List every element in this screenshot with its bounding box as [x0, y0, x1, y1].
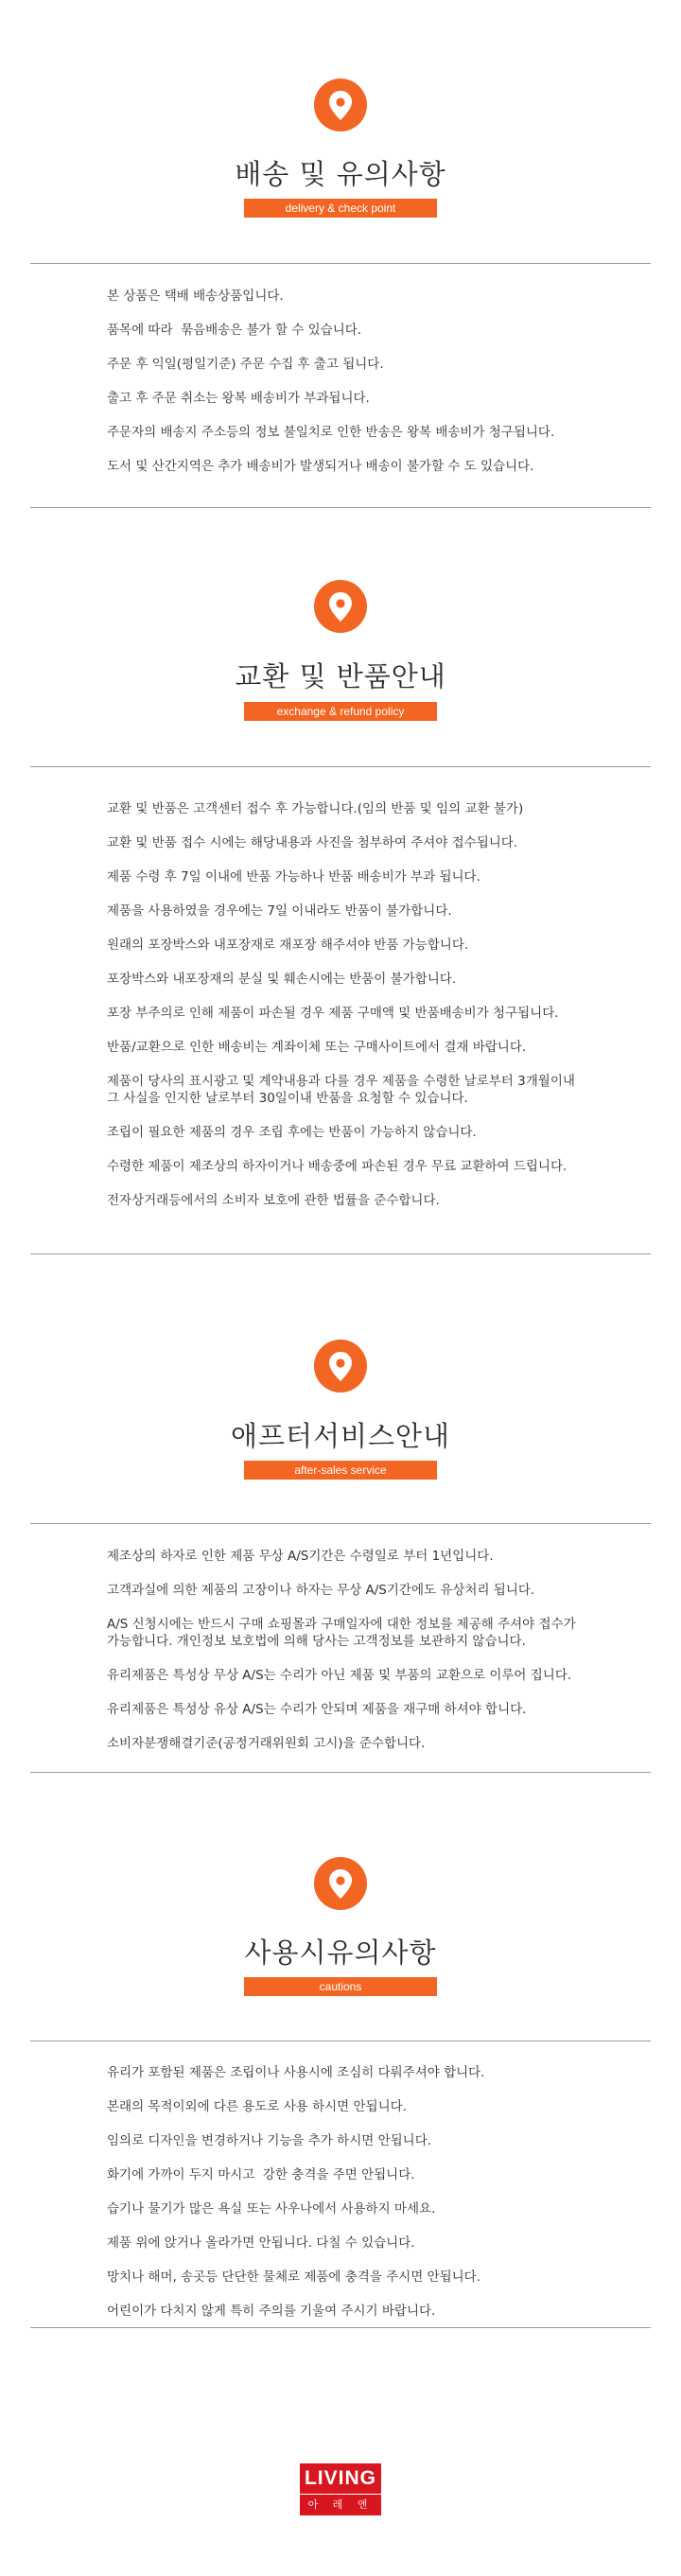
list-item: 포장박스와 내포장재의 분실 및 훼손시에는 반품이 불가합니다.	[107, 972, 457, 987]
list-item: 고객과실에 의한 제품의 고장이나 하자는 무상 A/S기간에도 유상처리 됩니다.	[107, 1583, 535, 1598]
list-item: 수령한 제품이 제조상의 하자이거나 배송중에 파손된 경우 무료 교환하여 드립니다.	[107, 1159, 568, 1174]
map-pin-icon	[314, 79, 367, 131]
section-tag: after-sales service	[244, 1461, 437, 1480]
list-item: 어린이가 다치지 않게 특히 주의를 기울여 주시기 바랍니다.	[107, 2304, 436, 2319]
map-pin-icon	[314, 580, 367, 633]
list-item: 습기나 물기가 많은 욕실 또는 사우나에서 사용하지 마세요.	[107, 2201, 436, 2217]
item-list	[107, 1548, 651, 1752]
brand-logo	[300, 2463, 381, 2532]
section-tag: cautions	[244, 1977, 437, 1996]
map-pin-icon	[314, 1340, 367, 1393]
list-item: 원래의 포장박스와 내포장재로 재포장 해주셔야 반품 가능합니다.	[107, 938, 469, 953]
divider	[30, 1253, 651, 1254]
list-item: 교환 및 반품 접수 시에는 해당내용과 사진을 첨부하여 주셔야 접수됩니다.	[107, 835, 518, 850]
logo-wordmark: LIVING	[300, 2463, 381, 2494]
list-item: 품목에 따라 묶음배송은 불가 할 수 있습니다.	[107, 323, 362, 338]
divider	[30, 2327, 651, 2328]
map-pin-icon	[314, 1857, 367, 1910]
section-cautions	[0, 1797, 681, 2384]
divider	[30, 263, 651, 264]
list-item: 교환 및 반품은 고객센터 접수 후 가능합니다.(임의 반품 및 임의 교환 불가)	[107, 801, 524, 816]
section-delivery	[0, 0, 681, 530]
list-item: 소비자분쟁해결기준(공정거래위원회 고시)을 준수합니다.	[107, 1736, 426, 1751]
item-list	[107, 2064, 651, 2320]
list-item: 조립이 필요한 제품의 경우 조립 후에는 반품이 가능하지 않습니다.	[107, 1125, 477, 1140]
list-item: 임의로 디자인을 변경하거나 기능을 추가 하시면 안됩니다.	[107, 2133, 432, 2148]
section-title: 배송 및 유의사항	[235, 158, 446, 190]
item-list	[107, 288, 651, 475]
list-item: 제품 수령 후 7일 이내에 반품 가능하나 반품 배송비가 부과 됩니다.	[107, 869, 480, 885]
section-after-sales	[0, 1268, 681, 1797]
list-item: 제품 위에 앉거나 올라가면 안됩니다. 다칠 수 있습니다.	[107, 2235, 415, 2251]
list-item: 주문자의 배송지 주소등의 정보 불일치로 인한 반송은 왕복 배송비가 청구됩니다.	[107, 425, 555, 440]
section-tag: delivery & check point	[244, 199, 437, 218]
list-item: 유리가 포함된 제품은 조립이나 사용시에 조심히 다뤄주셔야 합니다.	[107, 2065, 485, 2080]
list-item: A/S 신청시에는 반드시 구매 쇼핑몰과 구매일자에 대한 정보를 제공해 주셔야 접수가 가능합니다. 개인정보 보호법에 의해 당사는 고객정보를 보관하지 않습니다.	[107, 1617, 576, 1649]
list-item: 유리제품은 특성상 무상 A/S는 수리가 아닌 제품 및 부품의 교환으로 이루어 집니다.	[107, 1668, 572, 1683]
divider	[30, 766, 651, 767]
item-list	[107, 800, 651, 1209]
list-item: 화기에 가까이 두지 마시고 강한 충격을 주면 안됩니다.	[107, 2167, 415, 2182]
list-item: 출고 후 주문 취소는 왕복 배송비가 부과됩니다.	[107, 391, 370, 406]
list-item: 전자상거래등에서의 소비자 보호에 관한 법률을 준수합니다.	[107, 1193, 440, 1208]
section-exchange	[0, 530, 681, 1268]
divider	[30, 1523, 651, 1524]
list-item: 망치나 해머, 송곳등 단단한 물체로 제품에 충격을 주시면 안됩니다.	[107, 2269, 481, 2285]
list-item: 제품을 사용하였을 경우에는 7일 이내라도 반품이 불가합니다.	[107, 903, 452, 919]
list-item: 반품/교환으로 인한 배송비는 계좌이체 또는 구매사이트에서 결재 바랍니다.	[107, 1040, 527, 1055]
divider	[30, 2041, 651, 2042]
divider	[30, 507, 651, 508]
list-item: 포장 부주의로 인해 제품이 파손될 경우 제품 구매액 및 반품배송비가 청구됩니다.	[107, 1006, 559, 1021]
list-item: 제품이 당사의 표시광고 및 계약내용과 다를 경우 제품을 수령한 날로부터 3개월이내 그 사실을 인지한 날로부터 30일이내 반품을 요청할 수 있습니다.	[107, 1074, 575, 1106]
list-item: 도서 및 산간지역은 추가 배송비가 발생되거나 배송이 불가할 수 도 있습니다.	[107, 459, 534, 474]
section-title: 애프터서비스안내	[230, 1420, 451, 1452]
list-item: 본 상품은 택배 배송상품입니다.	[107, 289, 284, 304]
section-tag: exchange & refund policy	[244, 702, 437, 721]
list-item: 주문 후 익일(평일기준) 주문 수집 후 출고 됩니다.	[107, 357, 384, 372]
section-title: 교환 및 반품안내	[235, 660, 446, 692]
list-item: 제조상의 하자로 인한 제품 무상 A/S기간은 수령일로 부터 1년입니다.	[107, 1549, 494, 1564]
logo-subtext: 아 레 앤 코	[300, 2494, 381, 2515]
list-item: 본래의 목적이외에 다른 용도로 사용 하시면 안됩니다.	[107, 2099, 407, 2114]
list-item: 유리제품은 특성상 유상 A/S는 수리가 안되며 제품을 재구매 하셔야 합니다.	[107, 1702, 527, 1717]
divider	[30, 1772, 651, 1773]
section-title: 사용시유의사항	[244, 1936, 437, 1969]
